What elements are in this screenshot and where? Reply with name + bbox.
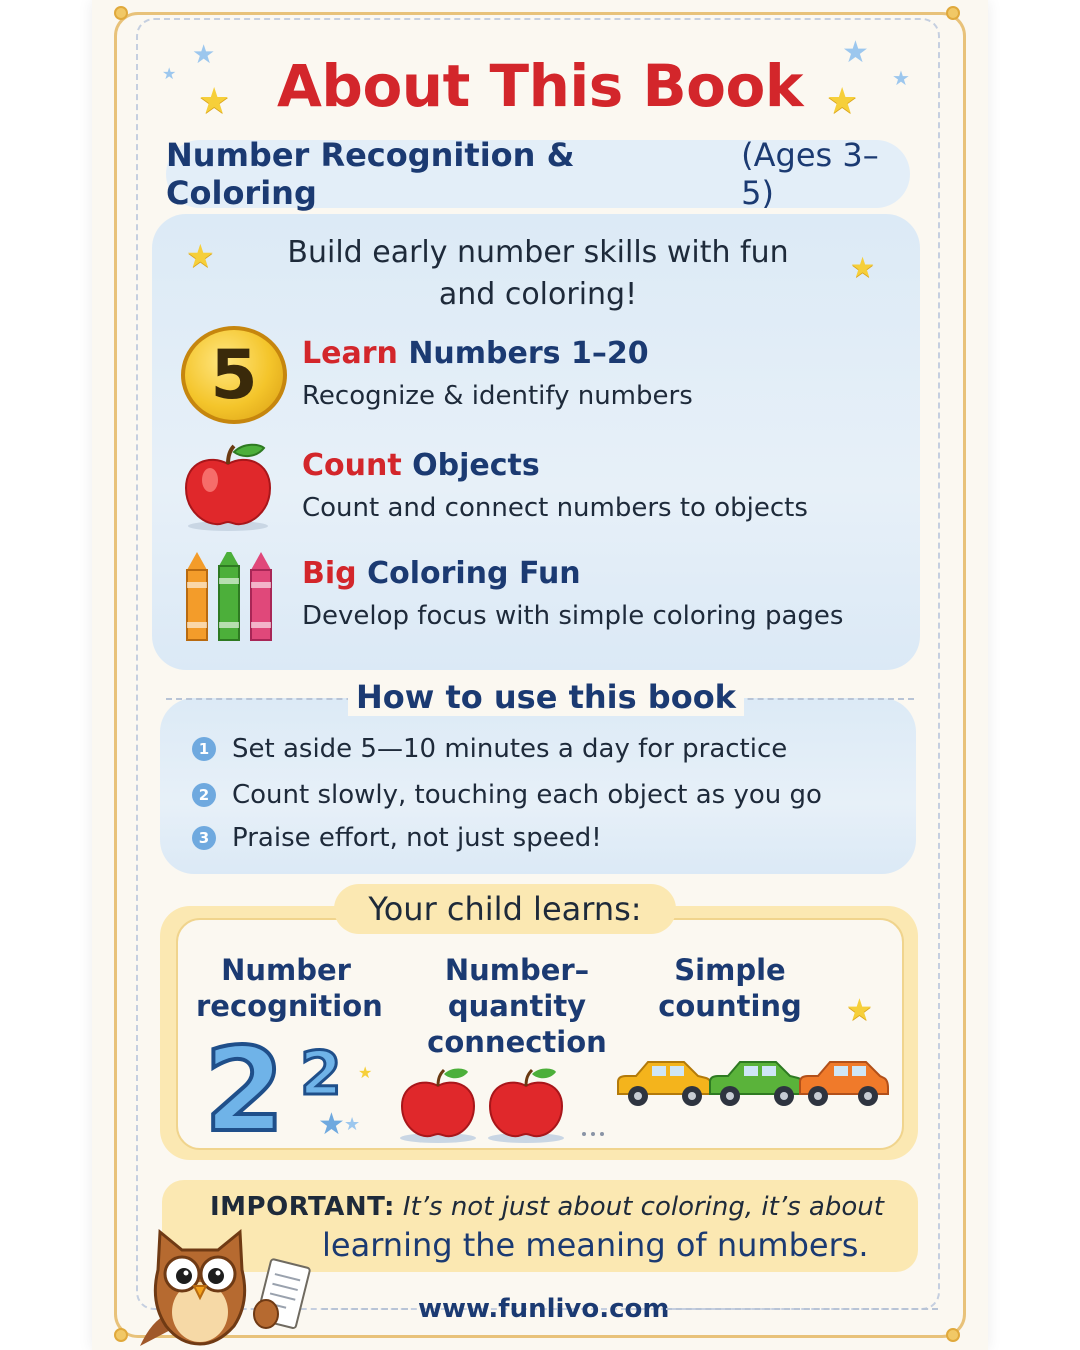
- star-icon: ★: [162, 64, 177, 83]
- star-icon: ★: [850, 251, 876, 284]
- star-icon: ★: [846, 993, 873, 1028]
- step-number-badge: 2: [192, 783, 216, 807]
- svg-text:★: ★: [344, 1114, 361, 1135]
- feature-head-blue: Coloring Fun: [367, 556, 581, 591]
- two-apples-icon: [396, 1066, 606, 1146]
- subtitle-banner: [166, 136, 910, 212]
- toy-cars-icon: [614, 1056, 890, 1112]
- important-line-2: learning the meaning of numbers.: [322, 1226, 869, 1264]
- feature-desc: Recognize & identify numbers: [302, 381, 693, 411]
- learn-column-recognition: Number recognition: [196, 953, 383, 1023]
- svg-text:★: ★: [318, 1107, 345, 1140]
- feature-head-blue: Objects: [412, 448, 540, 483]
- feature-head-red: Big: [302, 556, 357, 591]
- apple-icon: [180, 440, 276, 532]
- howto-step: [192, 823, 602, 853]
- star-icon: ★: [198, 81, 231, 122]
- svg-text:★: ★: [358, 1063, 373, 1082]
- svg-text:2: 2: [204, 1030, 285, 1140]
- important-label: IMPORTANT:: [210, 1192, 395, 1222]
- learn-column-quantity: Number– quantity connection: [427, 953, 607, 1059]
- star-icon: ★: [892, 66, 910, 90]
- feature-head-red: Count: [302, 448, 402, 483]
- intro-text: Build early number skills with fun and coloring!: [287, 235, 789, 312]
- page-title: About This Book: [277, 52, 803, 120]
- subtitle-main: Number Recognition & Coloring: [166, 136, 575, 212]
- feature-count-objects: [302, 448, 808, 523]
- howto-step: [192, 780, 822, 810]
- subtitle-ages: (Ages 3–5): [741, 136, 879, 212]
- howto-step: [192, 734, 787, 764]
- step-text: Count slowly, touching each object as you go: [232, 780, 822, 810]
- learns-title: Your child learns:: [334, 884, 676, 934]
- website-link[interactable]: www.funlivo.com: [418, 1294, 670, 1324]
- feature-head-red: Learn: [302, 336, 398, 371]
- step-text: Set aside 5—10 minutes a day for practice: [232, 734, 788, 764]
- star-icon: ★: [842, 35, 869, 70]
- star-icon: ★: [192, 40, 216, 70]
- footer-divider: [666, 1308, 938, 1310]
- footer-divider: [322, 1308, 408, 1310]
- step-number-badge: 3: [192, 826, 216, 850]
- corner-dot: [114, 1328, 128, 1342]
- howto-title: How to use this book: [338, 678, 754, 716]
- feature-head-blue: Numbers 1–20: [408, 336, 649, 371]
- feature-learn-numbers: [302, 336, 693, 411]
- number-five-coin-icon: 5: [181, 326, 287, 424]
- learn-column-counting: Simple counting: [658, 953, 802, 1023]
- feature-coloring-fun: [302, 556, 843, 631]
- feature-desc: Develop focus with simple coloring pages: [302, 601, 844, 631]
- important-line-1: IMPORTANT: It’s not just about coloring, it’s about: [210, 1192, 884, 1222]
- corner-dot: [946, 1328, 960, 1342]
- star-icon: ★: [826, 81, 859, 122]
- number-two-art-icon: [200, 1030, 380, 1140]
- step-number-badge: 1: [192, 737, 216, 761]
- owl-mascot-icon: [138, 1222, 314, 1348]
- corner-dot: [946, 6, 960, 20]
- corner-dot: [114, 6, 128, 20]
- crayons-icon: [183, 552, 283, 644]
- star-icon: ★: [186, 237, 215, 275]
- feature-desc: Count and connect numbers to objects: [302, 493, 808, 523]
- step-text: Praise effort, not just speed!: [232, 823, 602, 853]
- svg-text:2: 2: [300, 1039, 342, 1109]
